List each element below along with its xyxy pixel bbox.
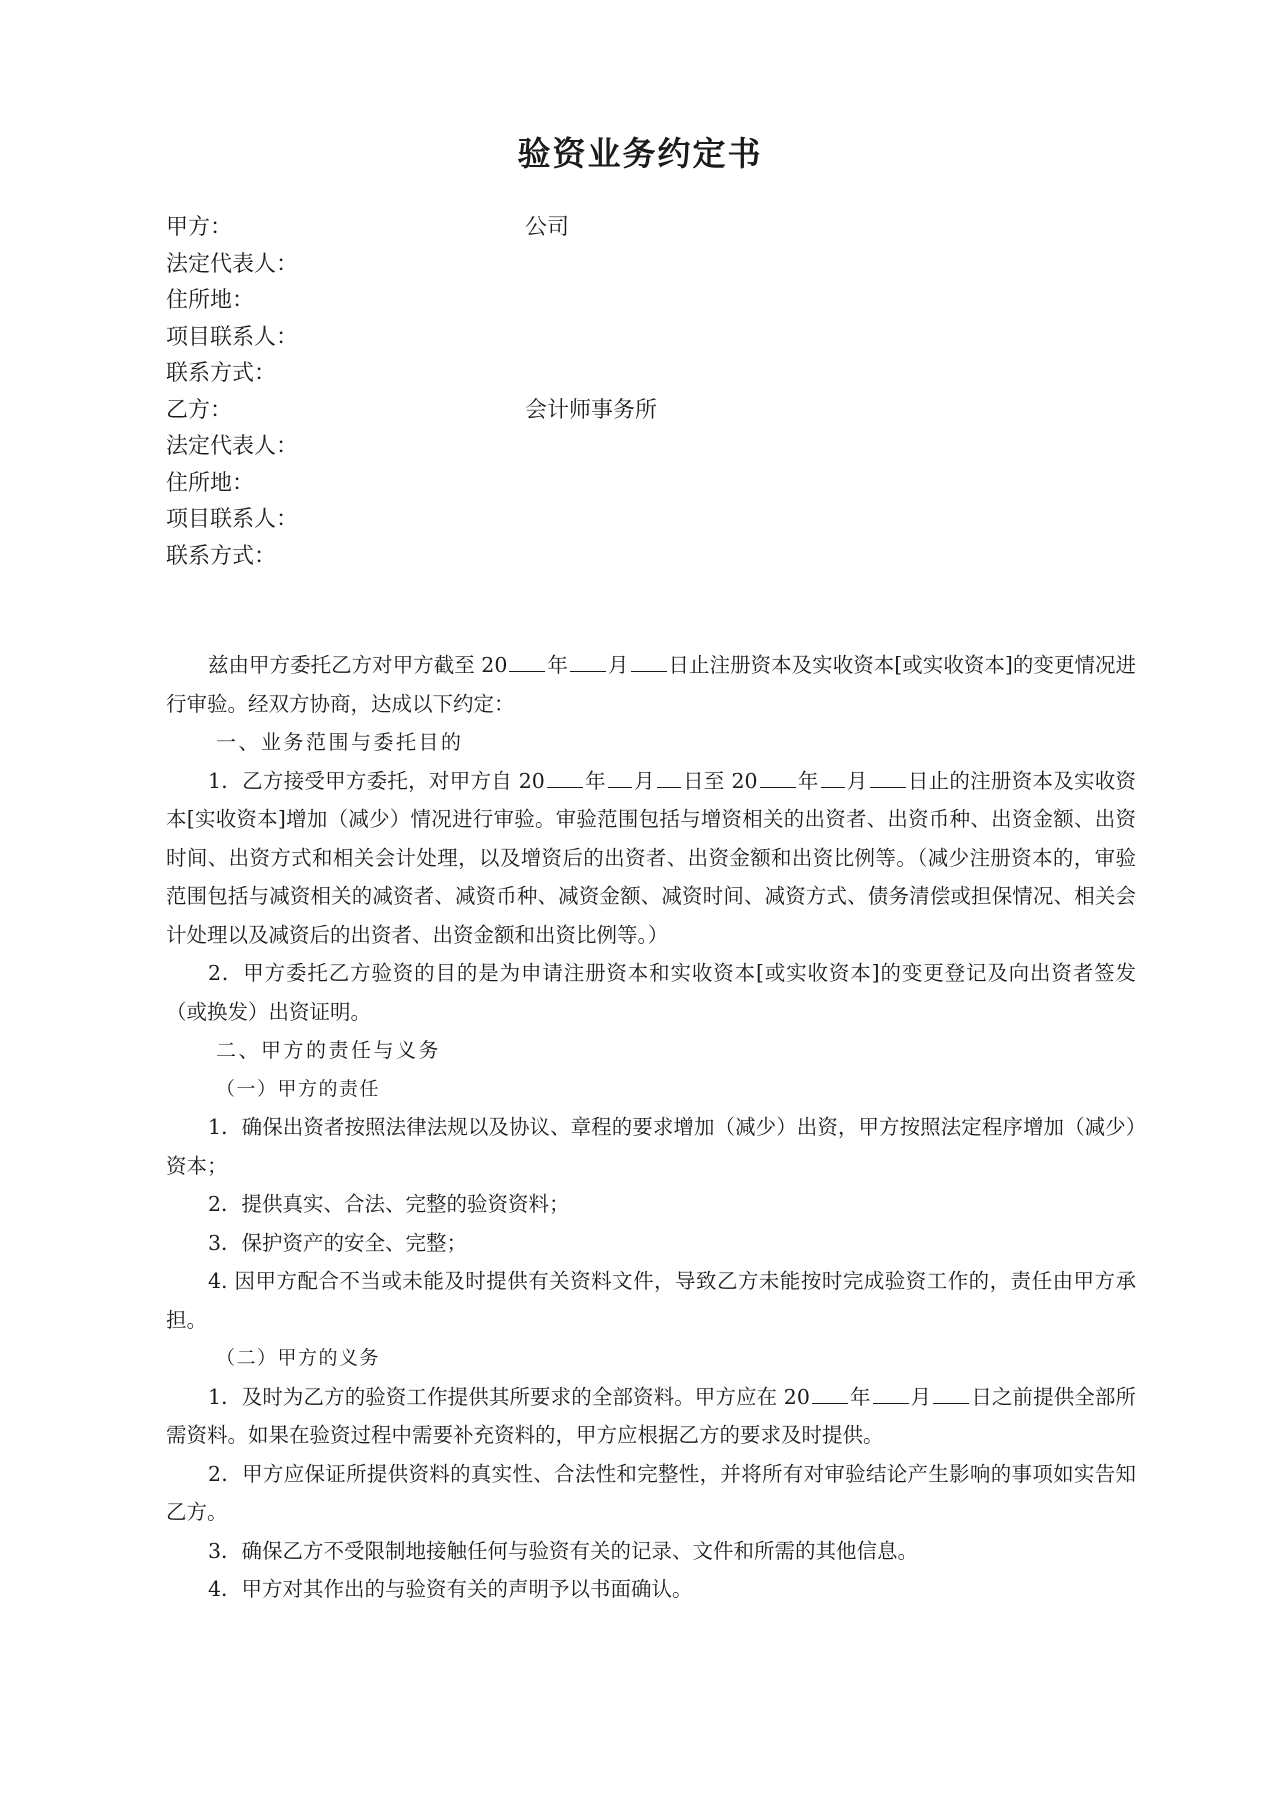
field-label: 项目联系人：	[166, 507, 299, 532]
field-label: 法定代表人：	[166, 434, 299, 459]
blank-line	[873, 1382, 909, 1404]
blank-line	[547, 766, 583, 788]
party-b-legal-rep	[166, 429, 1146, 466]
blank-line	[812, 1382, 848, 1404]
field-label: 联系方式：	[166, 543, 277, 569]
party-a-address	[166, 283, 1146, 320]
blank-line	[821, 766, 845, 788]
section-heading: 二、甲方的责任与义务	[216, 1038, 441, 1062]
party-a-name: 公司	[525, 215, 570, 240]
party-a-label: 甲方：	[166, 215, 233, 240]
blank-line	[570, 650, 606, 672]
intro-paragraph: 兹由甲方委托乙方对甲方截至 20 年 月 日止注册资本及实收资本[或实收资本]的变更情况进行审验。经双方协商，达成以下约定：	[166, 646, 1136, 723]
list-item: 1．确保出资者按照法律法规以及协议、章程的要求增加（减少）出资，甲方按照法定程序增加（减少）资本；	[166, 1115, 1136, 1178]
party-b-name: 会计师事务所	[525, 397, 658, 423]
agreement-body	[166, 646, 1136, 1609]
section-heading: 一、业务范围与委托目的	[216, 730, 464, 754]
section1-item1: 1．乙方接受甲方委托，对甲方自 20 年 月 日至 20 年 月 日止的注册资本及实收资本[实收资本]增加（减少）情况进行审验。审验范围包括与增资相关的出资者、出资币种、出资金额、出资时间、出资方式和相关会计处理，以及增资后的出资者、出资金额和出资比例等。（减少注册资本的，审验范围包括与减资相关的减资者、减资币种、减资金额、减资时间、减资方式、债务清偿或担保情况、相关会计处理以及减资后的出资者、出资金额和出资比例等。）	[166, 762, 1136, 955]
blank-line	[509, 650, 545, 672]
blank-line	[657, 766, 681, 788]
party-b-contact-person	[166, 502, 1146, 539]
subsection-heading: （一）甲方的责任	[216, 1077, 381, 1100]
list-item: 2．提供真实、合法、完整的验资资料；	[208, 1192, 570, 1216]
field-label: 住所地：	[166, 288, 255, 313]
field-label: 联系方式：	[166, 361, 277, 386]
document-title: 验资业务约定书	[517, 134, 763, 173]
party-a-legal-rep	[166, 247, 1146, 284]
party-b-address	[166, 466, 1146, 503]
blank-line	[608, 766, 632, 788]
list-item: 1．及时为乙方的验资工作提供其所要求的全部资料。甲方应在 20 年 月 日之前提供全部所需资料。如果在验资过程中需要补充资料的，甲方应根据乙方的要求及时提供。	[166, 1378, 1136, 1455]
list-item: 2．甲方应保证所提供资料的真实性、合法性和完整性，并将所有对审验结论产生影响的事项如实告知乙方。	[166, 1461, 1136, 1524]
blank-line	[870, 766, 906, 788]
list-item: 3．保护资产的安全、完整；	[208, 1230, 468, 1255]
blank-line	[760, 766, 796, 788]
section1-item2: 2．甲方委托乙方验资的目的是为申请注册资本和实收资本[或实收资本]的变更登记及向出资者签发（或换发）出资证明。	[166, 961, 1136, 1024]
parties-block	[166, 210, 1146, 575]
party-b-label: 乙方：	[166, 397, 233, 423]
field-label: 项目联系人：	[166, 324, 299, 350]
blank-line	[933, 1382, 969, 1404]
party-a-row	[166, 210, 1146, 247]
party-a-contact-info	[166, 356, 1146, 393]
field-label: 住所地：	[166, 470, 255, 496]
subsection-heading: （二）甲方的义务	[216, 1347, 381, 1369]
field-label: 法定代表人：	[166, 251, 299, 277]
list-item: 4．甲方对其作出的与验资有关的声明予以书面确认。	[208, 1577, 693, 1601]
list-item: 3．确保乙方不受限制地接触任何与验资有关的记录、文件和所需的其他信息。	[208, 1538, 919, 1563]
party-b-row	[166, 393, 1146, 430]
party-a-contact-person	[166, 320, 1146, 357]
blank-line	[631, 650, 667, 672]
party-b-contact-info	[166, 539, 1146, 576]
list-item: 4. 因甲方配合不当或未能及时提供有关资料文件，导致乙方未能按时完成验资工作的，责任由甲方承担。	[166, 1269, 1136, 1332]
